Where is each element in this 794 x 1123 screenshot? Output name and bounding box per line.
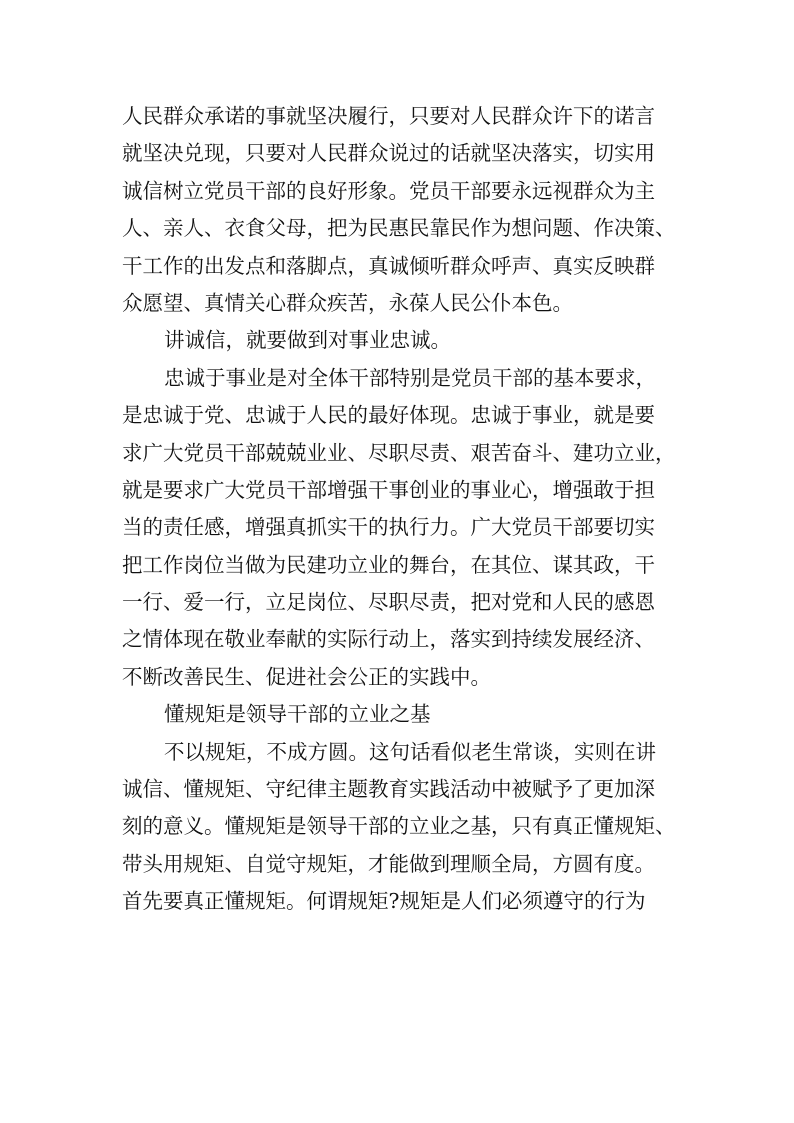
section-heading-rules: 懂规矩是领导干部的立业之基 bbox=[164, 702, 431, 727]
text-line: 众愿望、真情关心群众疾苦，永葆人民公仆本色。 bbox=[122, 290, 573, 315]
text-line: 求广大党员干部兢兢业业、尽职尽责、艰苦奋斗、建功立业， bbox=[122, 440, 676, 465]
text-line: 当的责任感，增强真抓实干的执行力。广大党员干部要切实 bbox=[122, 515, 655, 540]
text-line: 刻的意义。懂规矩是领导干部的立业之基，只有真正懂规矩、 bbox=[122, 814, 676, 839]
text-line: 把工作岗位当做为民建功立业的舞台，在其位、谋其政，干 bbox=[122, 552, 655, 577]
text-line: 诚信树立党员干部的良好形象。党员干部要永远视群众为主 bbox=[122, 178, 655, 203]
text-line: 诚信、懂规矩、守纪律主题教育实践活动中被赋予了更加深 bbox=[122, 777, 655, 802]
paragraph-start: 忠诚于事业是对全体干部特别是党员干部的基本要求， bbox=[164, 365, 656, 390]
text-line: 一行、爱一行，立足岗位、尽职尽责，把对党和人民的感恩 bbox=[122, 590, 655, 615]
text-line: 是忠诚于党、忠诚于人民的最好体现。忠诚于事业，就是要 bbox=[122, 403, 655, 428]
text-line: 之情体现在敬业奉献的实际行动上，落实到持续发展经济、 bbox=[122, 627, 655, 652]
text-line: 不断改善民生、促进社会公正的实践中。 bbox=[122, 664, 491, 689]
text-line: 首先要真正懂规矩。何谓规矩?规矩是人们必须遵守的行为 bbox=[122, 889, 646, 914]
section-heading-integrity: 讲诚信，就要做到对事业忠诚。 bbox=[164, 328, 451, 353]
text-line: 带头用规矩、自觉守规矩，才能做到理顺全局，方圆有度。 bbox=[122, 851, 655, 876]
text-line: 就坚决兑现，只要对人民群众说过的话就坚决落实，切实用 bbox=[122, 141, 655, 166]
document-body bbox=[122, 98, 687, 921]
text-line: 人、亲人、衣食父母，把为民惠民靠民作为想问题、作决策、 bbox=[122, 216, 676, 241]
text-line: 就是要求广大党员干部增强干事创业的事业心，增强敢于担 bbox=[122, 477, 655, 502]
paragraph-start: 不以规矩，不成方圆。这句话看似老生常谈，实则在讲 bbox=[164, 739, 656, 764]
text-line: 干工作的出发点和落脚点，真诚倾听群众呼声、真实反映群 bbox=[122, 253, 655, 278]
text-line: 人民群众承诺的事就坚决履行，只要对人民群众许下的诺言 bbox=[122, 104, 655, 128]
